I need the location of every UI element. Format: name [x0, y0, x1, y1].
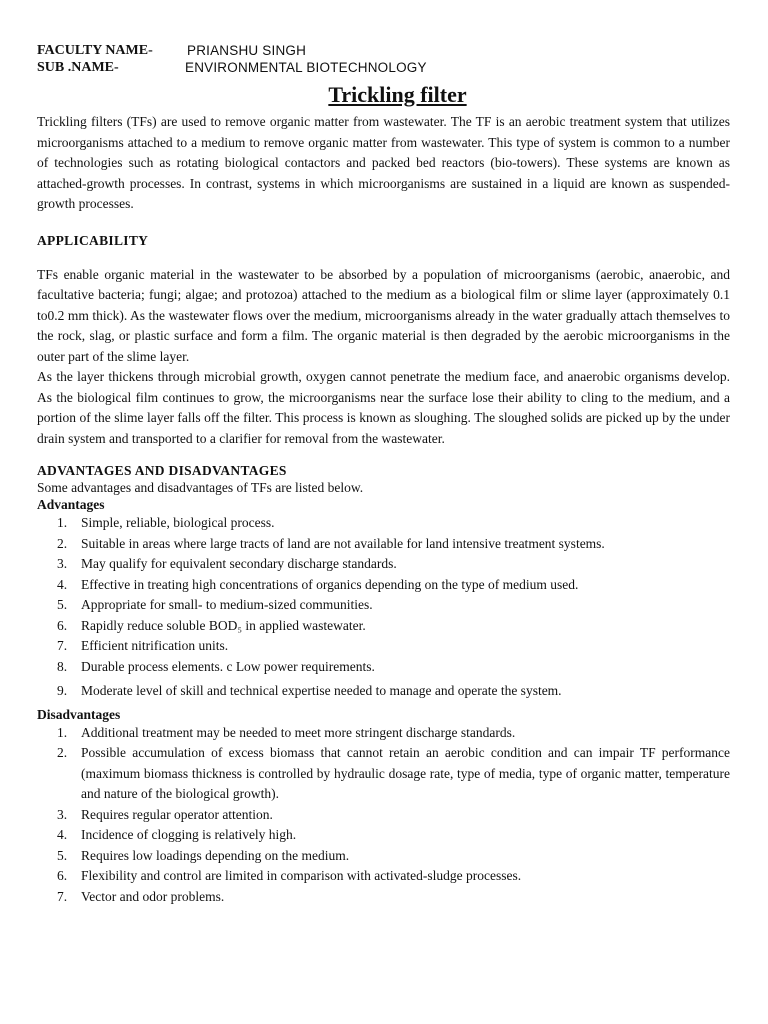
- list-number: 5.: [57, 597, 68, 612]
- list-number: 2.: [57, 745, 68, 760]
- list-item: [37, 616, 730, 637]
- list-number: 3.: [57, 556, 68, 571]
- faculty-row: [37, 42, 730, 59]
- list-text: Appropriate for small- to medium-sized communities.: [81, 597, 373, 612]
- list-text: Incidence of clogging is relatively high.: [81, 827, 297, 842]
- list-number: 3.: [57, 806, 68, 822]
- faculty-label: FACULTY NAME-: [37, 43, 153, 58]
- list-text: Effective in treating high concentrations of organics depending on the type of medium used.: [81, 576, 579, 592]
- list-text: Suitable in areas where large tracts of land are not available for land intensive treatment systems.: [81, 535, 605, 551]
- list-text: Rapidly reduce soluble BOD₅ in applied wastewater.: [81, 617, 366, 633]
- list-number: 7.: [57, 888, 68, 904]
- disadvantages-heading: Disadvantages: [37, 706, 121, 722]
- list-item: [37, 636, 730, 657]
- list-item: [37, 681, 730, 702]
- list-item: [37, 513, 730, 534]
- subject-label: SUB .NAME-: [37, 60, 119, 75]
- document-title: Trickling filter: [328, 82, 467, 107]
- list-item: [37, 723, 730, 744]
- intro-paragraph: Trickling filters (TFs) are used to remove organic matter from wastewater. The TF is an aerobic treatment system that utilizes microorganisms attached to a medium to remove organic matter from wastewater. This type of system is common to a number of technologies such as rotating biological contactors and packed bed reactors (bio-towers). These systems are known as attached-growth processes. In contrast, systems in which microorganisms are sustained in a liquid are known as suspended-growth processes.: [37, 114, 730, 211]
- list-text: Moderate level of skill and technical expertise needed to manage and operate the system.: [81, 683, 562, 698]
- list-item: [37, 866, 730, 887]
- list-item: [37, 887, 730, 908]
- list-item: [37, 846, 730, 867]
- advantages-list: [37, 513, 730, 702]
- list-text: Requires regular operator attention.: [81, 806, 273, 822]
- faculty-value: PRIANSHU SINGH: [187, 43, 307, 58]
- advantages-disadvantages-heading: ADVANTAGES AND DISADVANTAGES: [37, 463, 287, 478]
- list-number: 6.: [57, 617, 68, 633]
- list-item: [37, 595, 730, 616]
- list-text: Additional treatment may be needed to meet more stringent discharge standards.: [81, 724, 516, 740]
- list-text: Vector and odor problems.: [81, 888, 225, 904]
- list-text: Requires low loadings depending on the medium.: [81, 847, 350, 863]
- applicability-paragraph-1: TFs enable organic material in the wastewater to be absorbed by a population of microorganisms (aerobic, anaerobic, and facultative bacteria; fungi; algae; and protozoa) attached to the medium as a biological film or slime layer (approximately 0.1 to0.2 mm thick). As the wastewater flows over the medium, microorganisms already in the water gradually attach themselves to the rock, slag, or plastic surface and form a film. The organic material is then degraded by the aerobic microorganisms in the outer part of the slime layer.: [37, 266, 730, 364]
- list-text: Durable process elements. c Low power requirements.: [81, 658, 375, 674]
- list-number: 1.: [57, 724, 68, 740]
- applicability-heading: APPLICABILITY: [37, 232, 149, 248]
- list-item: [37, 554, 730, 575]
- list-item: [37, 743, 730, 805]
- list-item: [37, 534, 730, 555]
- advantages-disadvantages-intro: Some advantages and disadvantages of TFs are listed below.: [37, 480, 364, 495]
- subject-value: ENVIRONMENTAL BIOTECHNOLOGY: [185, 60, 427, 75]
- applicability-paragraph-2: As the layer thickens through microbial growth, oxygen cannot penetrate the medium face, and anaerobic organisms develop. As the biological film continues to grow, the microorganisms near the surface lose their ability to cling to the medium, and a portion of the slime layer falls off the filter. This process is known as sloughing. The sloughed solids are picked up by the under drain system and transported to a clarifier for removal from the wastewater.: [37, 369, 730, 446]
- list-number: 2.: [57, 535, 68, 551]
- list-text: Efficient nitrification units.: [81, 638, 229, 653]
- list-number: 9.: [57, 683, 68, 698]
- subject-row: [37, 59, 730, 76]
- list-number: 4.: [57, 827, 68, 842]
- disadvantages-list: [37, 723, 730, 908]
- list-text: Possible accumulation of excess biomass that cannot retain an aerobic condition and can impair TF performance (maximum biomass thickness is controlled by hydraulic dosage rate, type of media, type of organic matter, temperature and nature of the biological growth).: [81, 745, 730, 801]
- list-text: Flexibility and control are limited in comparison with activated-sludge processes.: [81, 868, 522, 883]
- list-number: 8.: [57, 658, 68, 674]
- list-item: [37, 575, 730, 596]
- list-number: 5.: [57, 847, 68, 863]
- list-text: May qualify for equivalent secondary discharge standards.: [81, 556, 397, 571]
- list-item: [37, 825, 730, 846]
- list-item: [37, 657, 730, 678]
- list-number: 6.: [57, 868, 68, 883]
- list-number: 1.: [57, 515, 68, 530]
- advantages-heading: Advantages: [37, 497, 105, 512]
- list-number: 4.: [57, 576, 68, 592]
- list-item: [37, 805, 730, 826]
- list-text: Simple, reliable, biological process.: [81, 515, 275, 530]
- list-number: 7.: [57, 638, 68, 653]
